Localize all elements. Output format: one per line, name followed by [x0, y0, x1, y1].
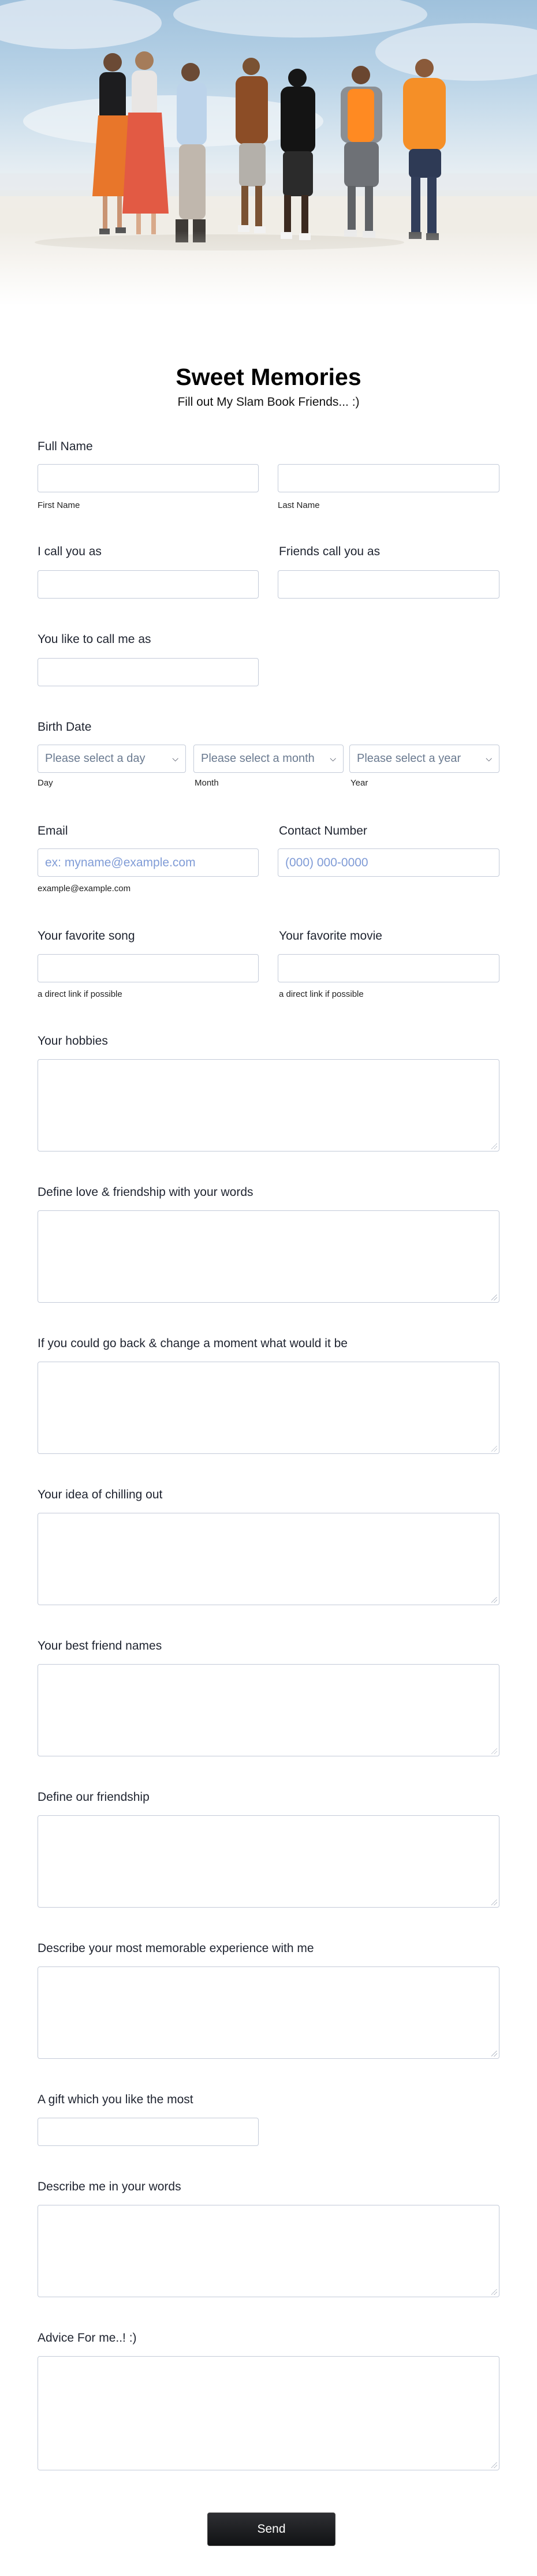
day-sublabel: Day: [38, 778, 53, 788]
form-title: Sweet Memories: [176, 364, 361, 390]
hobbies-textarea[interactable]: [38, 1059, 499, 1151]
advice-textarea[interactable]: [38, 2356, 499, 2470]
favorite-movie-input[interactable]: [278, 954, 499, 982]
hero-illustration: [0, 0, 537, 306]
define-friendship-label: Define our friendship: [38, 1790, 150, 1804]
advice-label: Advice For me..! :): [38, 2331, 137, 2345]
chevron-down-icon: ⌵: [330, 754, 336, 763]
define-friendship-textarea[interactable]: [38, 1815, 499, 1908]
best-friend-names-label: Your best friend names: [38, 1639, 162, 1652]
gift-input[interactable]: [38, 2118, 259, 2146]
describe-me-label: Describe me in your words: [38, 2180, 181, 2193]
describe-me-textarea[interactable]: [38, 2205, 499, 2297]
slam-book-form: [0, 306, 537, 2576]
resize-grip-icon[interactable]: [491, 2289, 497, 2295]
favorite-song-label: Your favorite song: [38, 929, 135, 943]
define-love-textarea[interactable]: [38, 1210, 499, 1303]
year-sublabel: Year: [350, 778, 368, 788]
chilling-out-textarea[interactable]: [38, 1513, 499, 1605]
form-subtitle: Fill out My Slam Book Friends... :): [177, 395, 360, 409]
resize-grip-icon[interactable]: [491, 1143, 497, 1149]
chevron-down-icon: ⌵: [172, 754, 178, 763]
birth-year-select[interactable]: [349, 745, 499, 773]
hero-image: [0, 0, 537, 306]
email-label: Email: [38, 824, 68, 838]
email-input[interactable]: [38, 848, 259, 877]
resize-grip-icon[interactable]: [491, 2462, 497, 2468]
memorable-experience-textarea[interactable]: [38, 1966, 499, 2059]
resize-grip-icon[interactable]: [491, 2051, 497, 2057]
friends-call-you-input[interactable]: [278, 570, 499, 599]
birth-month-placeholder: Please select a month: [201, 752, 315, 765]
resize-grip-icon[interactable]: [491, 1900, 497, 1905]
person-3: [176, 63, 207, 242]
first-name-sublabel: First Name: [38, 500, 80, 510]
memorable-experience-label: Describe your most memorable experience with me: [38, 1942, 314, 1955]
define-love-label: Define love & friendship with your words: [38, 1186, 253, 1199]
go-back-textarea[interactable]: [38, 1362, 499, 1454]
birth-date-label: Birth Date: [38, 720, 92, 734]
chevron-down-icon: ⌵: [486, 754, 492, 763]
gift-label: A gift which you like the most: [38, 2093, 193, 2106]
song-sublabel: a direct link if possible: [38, 989, 122, 999]
send-button[interactable]: Send: [207, 2513, 335, 2546]
last-name-sublabel: Last Name: [278, 500, 320, 510]
like-to-call-me-input[interactable]: [38, 658, 259, 686]
go-back-label: If you could go back & change a moment what would it be: [38, 1337, 348, 1350]
birth-day-select[interactable]: [38, 745, 186, 773]
like-to-call-me-label: You like to call me as: [38, 633, 151, 646]
full-name-label: Full Name: [38, 440, 93, 453]
hobbies-label: Your hobbies: [38, 1034, 108, 1048]
person-2: [122, 51, 169, 234]
best-friend-names-textarea[interactable]: [38, 1664, 499, 1756]
movie-sublabel: a direct link if possible: [279, 989, 364, 999]
birth-year-placeholder: Please select a year: [357, 752, 461, 765]
contact-number-label: Contact Number: [279, 824, 367, 838]
birth-month-select[interactable]: [193, 745, 344, 773]
favorite-movie-label: Your favorite movie: [279, 929, 382, 943]
resize-grip-icon[interactable]: [491, 1748, 497, 1754]
friends-call-you-label: Friends call you as: [279, 545, 381, 558]
i-call-you-label: I call you as: [38, 545, 102, 558]
chilling-out-label: Your idea of chilling out: [38, 1488, 163, 1501]
resize-grip-icon[interactable]: [491, 1295, 497, 1300]
first-name-input[interactable]: [38, 464, 259, 492]
resize-grip-icon[interactable]: [491, 1597, 497, 1603]
email-sublabel: example@example.com: [38, 884, 131, 893]
last-name-input[interactable]: [278, 464, 499, 492]
contact-number-input[interactable]: [278, 848, 499, 877]
birth-day-placeholder: Please select a day: [45, 752, 146, 765]
resize-grip-icon[interactable]: [491, 1446, 497, 1452]
i-call-you-input[interactable]: [38, 570, 259, 599]
favorite-song-input[interactable]: [38, 954, 259, 982]
month-sublabel: Month: [195, 778, 219, 788]
